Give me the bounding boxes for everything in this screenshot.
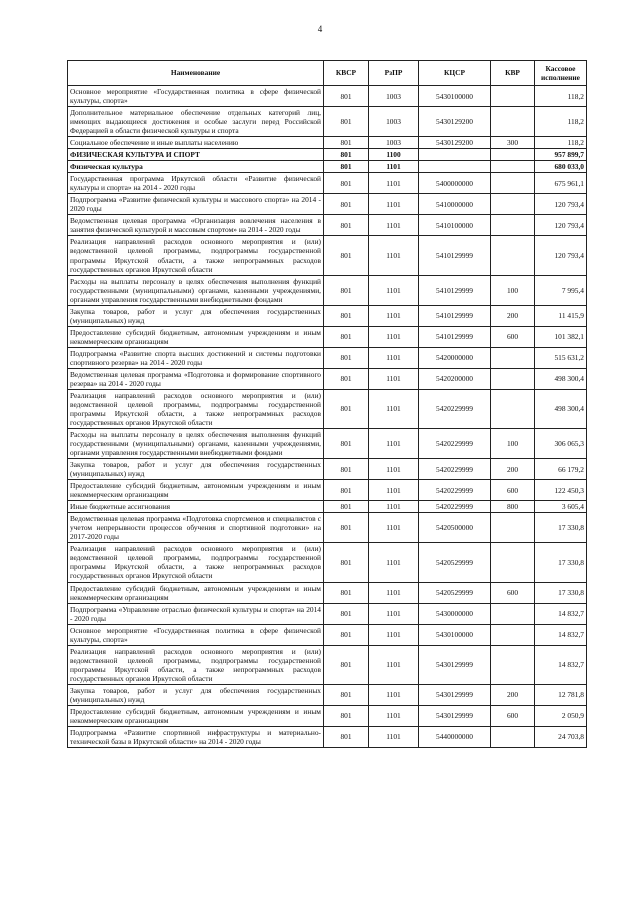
row-name: Реализация направлений расходов основного мероприятия и (или) ведомственной целевой программы, подпрограммы государственной программы Иркутской области, а также непрограммных расходов государственных органов Иркутской области [68,236,324,275]
row-sum: 498 300,4 [535,368,587,389]
row-kcsr: 5420229999 [419,501,491,513]
row-rzpr: 1101 [369,215,419,236]
row-rzpr: 1101 [369,684,419,705]
row-rzpr: 1101 [369,726,419,747]
row-kvsr: 801 [324,501,369,513]
row-rzpr: 1003 [369,107,419,137]
row-kvr: 300 [491,137,535,149]
row-sum: 3 605,4 [535,501,587,513]
table-row [68,326,587,347]
row-sum: 14 832,7 [535,624,587,645]
row-kcsr: 5430129999 [419,645,491,684]
row-rzpr: 1101 [369,275,419,305]
row-sum: 11 415,9 [535,305,587,326]
row-rzpr: 1101 [369,645,419,684]
row-kvr: 800 [491,501,535,513]
table-row [68,194,587,215]
row-name: Дополнительное материальное обеспечение отдельных категорий лиц, имеющих выдающиеся достижения и особые заслуги перед Российской Федерацией в области физической культуры и спорта [68,107,324,137]
table-row [68,389,587,428]
row-name: Расходы на выплаты персоналу в целях обеспечения выполнения функций государственными (муниципальными) органами, казенными учреждениями, органами управления государственными внебюджетными фондами [68,275,324,305]
row-kcsr: 5430129200 [419,137,491,149]
table-row [68,107,587,137]
table-row [68,368,587,389]
row-sum: 66 179,2 [535,459,587,480]
row-sum: 14 832,7 [535,603,587,624]
row-kcsr: 5410129999 [419,236,491,275]
table-row [68,347,587,368]
row-name: Подпрограмма «Развитие спортивной инфраструктуры и материально- технической базы в Иркутской области» на 2014 - 2020 годы [68,726,324,747]
row-kcsr: 5410129999 [419,326,491,347]
row-kvsr: 801 [324,624,369,645]
row-kcsr: 5430100000 [419,86,491,107]
row-rzpr: 1101 [369,161,419,173]
row-kvr [491,86,535,107]
row-kvr [491,368,535,389]
row-kvsr: 801 [324,459,369,480]
row-kcsr: 5430129999 [419,684,491,705]
row-name: Физическая культура [68,161,324,173]
row-kvr [491,173,535,194]
row-kvr [491,603,535,624]
row-rzpr: 1101 [369,305,419,326]
row-kvsr: 801 [324,137,369,149]
row-rzpr: 1101 [369,347,419,368]
row-kvr: 100 [491,275,535,305]
table-row [68,275,587,305]
row-name: Подпрограмма «Развитие спорта высших достижений и системы подготовки спортивного резерва» на 2014 - 2020 годы [68,347,324,368]
row-name: Расходы на выплаты персоналу в целях обеспечения выполнения функций государственными (муниципальными) органами, казенными учреждениями, органами управления государственными внебюджетными фондами [68,429,324,459]
row-kvsr: 801 [324,107,369,137]
row-kvr: 600 [491,582,535,603]
row-kvr [491,726,535,747]
row-kvr [491,161,535,173]
row-sum: 498 300,4 [535,389,587,428]
row-kvsr: 801 [324,305,369,326]
row-kvsr: 801 [324,645,369,684]
row-name: Государственная программа Иркутской области «Развитие физической культуры и спорта» на 2014 - 2020 годы [68,173,324,194]
row-kcsr: 5430129200 [419,107,491,137]
row-kcsr: 5420229999 [419,459,491,480]
table-row [68,501,587,513]
row-kvr [491,215,535,236]
table-row [68,173,587,194]
row-rzpr: 1101 [369,705,419,726]
table-row [68,624,587,645]
row-rzpr: 1101 [369,459,419,480]
row-name: Предоставление субсидий бюджетным, автономным учреждениям и иным некоммерческим организациям [68,582,324,603]
row-sum: 17 330,8 [535,543,587,582]
row-rzpr: 1003 [369,86,419,107]
table-row [68,161,587,173]
header-kcsr: КЦСР [419,61,491,86]
row-sum: 122 450,3 [535,480,587,501]
row-kcsr: 5420229999 [419,429,491,459]
row-kvr [491,194,535,215]
row-kvsr: 801 [324,582,369,603]
header-rzpr: РзПР [369,61,419,86]
row-kvr: 200 [491,459,535,480]
budget-execution-table [67,60,587,748]
row-sum: 101 382,1 [535,326,587,347]
row-kvr: 600 [491,705,535,726]
row-sum: 120 793,4 [535,236,587,275]
row-name: Закупка товаров, работ и услуг для обеспечения государственных (муниципальных) нужд [68,684,324,705]
header-kvr: КВР [491,61,535,86]
row-sum: 12 781,8 [535,684,587,705]
row-kvsr: 801 [324,194,369,215]
row-kvr [491,624,535,645]
row-sum: 675 961,1 [535,173,587,194]
row-rzpr: 1101 [369,480,419,501]
row-sum: 118,2 [535,137,587,149]
row-kcsr: 5430000000 [419,603,491,624]
table-row [68,149,587,161]
row-name: Подпрограмма «Управление отраслью физической культуры и спорта» на 2014 - 2020 годы [68,603,324,624]
row-sum: 118,2 [535,107,587,137]
table-row [68,543,587,582]
row-name: Основное мероприятие «Государственная политика в сфере физической культуры, спорта» [68,86,324,107]
header-cash-execution: Кассовое исполнение [535,61,587,86]
row-sum: 7 995,4 [535,275,587,305]
row-rzpr: 1101 [369,513,419,543]
table-row [68,582,587,603]
row-name: ФИЗИЧЕСКАЯ КУЛЬТУРА И СПОРТ [68,149,324,161]
row-kvsr: 801 [324,86,369,107]
row-kcsr: 5420529999 [419,543,491,582]
row-kvsr: 801 [324,275,369,305]
row-kcsr: 5430129999 [419,705,491,726]
row-kcsr: 5420229999 [419,389,491,428]
row-rzpr: 1101 [369,543,419,582]
row-rzpr: 1101 [369,236,419,275]
row-name: Подпрограмма «Развитие физической культуры и массового спорта» на 2014 - 2020 годы [68,194,324,215]
row-kvsr: 801 [324,543,369,582]
row-name: Предоставление субсидий бюджетным, автономным учреждениям и иным некоммерческим организациям [68,326,324,347]
row-sum: 14 832,7 [535,645,587,684]
row-kvsr: 801 [324,726,369,747]
row-kvsr: 801 [324,368,369,389]
row-kcsr: 5420200000 [419,368,491,389]
row-name: Ведомственная целевая программа «Организация вовлечения населения в занятия физической культурой и массовым спортом» на 2014 - 2020 годы [68,215,324,236]
row-kcsr [419,161,491,173]
table-row [68,305,587,326]
table-row [68,137,587,149]
page-number: 4 [317,24,323,34]
row-rzpr: 1101 [369,501,419,513]
row-kcsr: 5430100000 [419,624,491,645]
row-sum: 17 330,8 [535,513,587,543]
table-row [68,86,587,107]
table-body [68,86,587,748]
row-kcsr: 5410129999 [419,275,491,305]
row-name: Реализация направлений расходов основного мероприятия и (или) ведомственной целевой программы, подпрограммы государственной программы Иркутской области, а также непрограммных расходов государственных органов Иркутской области [68,645,324,684]
row-kcsr: 5400000000 [419,173,491,194]
row-kvr: 200 [491,684,535,705]
table-row [68,645,587,684]
row-sum: 957 899,7 [535,149,587,161]
row-name: Ведомственная целевая программа «Подготовка спортсменов и специалистов с учетом непрерывности процессов обучения и спортивной подготовки» на 2017-2020 годы [68,513,324,543]
table-header-row [68,61,587,86]
row-name: Предоставление субсидий бюджетным, автономным учреждениям и иным некоммерческим организациям [68,705,324,726]
table-row [68,215,587,236]
row-sum: 120 793,4 [535,194,587,215]
row-kvsr: 801 [324,429,369,459]
row-sum: 2 050,9 [535,705,587,726]
table-row [68,603,587,624]
row-name: Иные бюджетные ассигнования [68,501,324,513]
table-row [68,705,587,726]
row-sum: 306 065,3 [535,429,587,459]
table-row [68,480,587,501]
row-kvsr: 801 [324,161,369,173]
row-name: Закупка товаров, работ и услуг для обеспечения государственных (муниципальных) нужд [68,459,324,480]
row-kcsr: 5420500000 [419,513,491,543]
table-row [68,236,587,275]
row-kvsr: 801 [324,173,369,194]
row-rzpr: 1101 [369,624,419,645]
row-kvsr: 801 [324,684,369,705]
row-name: Ведомственная целевая программа «Подготовка и формирование спортивного резерва» на 2014 - 2020 годы [68,368,324,389]
row-name: Основное мероприятие «Государственная политика в сфере физической культуры, спорта» [68,624,324,645]
row-kvsr: 801 [324,215,369,236]
row-rzpr: 1101 [369,368,419,389]
row-sum: 118,2 [535,86,587,107]
row-kvr: 100 [491,429,535,459]
row-name: Закупка товаров, работ и услуг для обеспечения государственных (муниципальных) нужд [68,305,324,326]
row-kvsr: 801 [324,603,369,624]
row-kvr: 600 [491,326,535,347]
row-rzpr: 1101 [369,429,419,459]
row-sum: 680 033,0 [535,161,587,173]
row-kvsr: 801 [324,513,369,543]
row-sum: 17 330,8 [535,582,587,603]
row-kcsr: 5420529999 [419,582,491,603]
row-kvsr: 801 [324,705,369,726]
row-rzpr: 1101 [369,603,419,624]
table-row [68,684,587,705]
row-kvr [491,513,535,543]
row-rzpr: 1003 [369,137,419,149]
row-kvsr: 801 [324,347,369,368]
row-kvr [491,389,535,428]
row-sum: 515 631,2 [535,347,587,368]
row-name: Социальное обеспечение и иные выплаты населению [68,137,324,149]
row-kvsr: 801 [324,480,369,501]
row-kvr [491,347,535,368]
row-kcsr: 5440000000 [419,726,491,747]
row-kcsr: 5410100000 [419,215,491,236]
row-kcsr: 5420000000 [419,347,491,368]
row-kvsr: 801 [324,389,369,428]
row-kcsr [419,149,491,161]
row-rzpr: 1100 [369,149,419,161]
table-row [68,513,587,543]
row-kvr [491,107,535,137]
row-kvsr: 801 [324,149,369,161]
row-rzpr: 1101 [369,173,419,194]
table-row [68,459,587,480]
row-kvr [491,645,535,684]
table-row [68,429,587,459]
row-name: Реализация направлений расходов основного мероприятия и (или) ведомственной целевой программы, подпрограммы государственной программы Иркутской области, а также непрограммных расходов государственных органов Иркутской области [68,543,324,582]
row-kvr: 200 [491,305,535,326]
row-kvsr: 801 [324,236,369,275]
row-kvr [491,149,535,161]
row-kvr [491,543,535,582]
row-rzpr: 1101 [369,326,419,347]
header-kvsr: КВСР [324,61,369,86]
row-kvsr: 801 [324,326,369,347]
row-sum: 120 793,4 [535,215,587,236]
row-kcsr: 5420229999 [419,480,491,501]
row-kcsr: 5410000000 [419,194,491,215]
row-rzpr: 1101 [369,582,419,603]
row-rzpr: 1101 [369,389,419,428]
row-kvr: 600 [491,480,535,501]
row-kvr [491,236,535,275]
row-name: Предоставление субсидий бюджетным, автономным учреждениям и иным некоммерческим организациям [68,480,324,501]
row-rzpr: 1101 [369,194,419,215]
header-name: Наименование [68,61,324,86]
table-row [68,726,587,747]
row-name: Реализация направлений расходов основного мероприятия и (или) ведомственной целевой программы, подпрограммы государственной программы Иркутской области, а также непрограммных расходов государственных органов Иркутской области [68,389,324,428]
row-kcsr: 5410129999 [419,305,491,326]
row-sum: 24 703,8 [535,726,587,747]
